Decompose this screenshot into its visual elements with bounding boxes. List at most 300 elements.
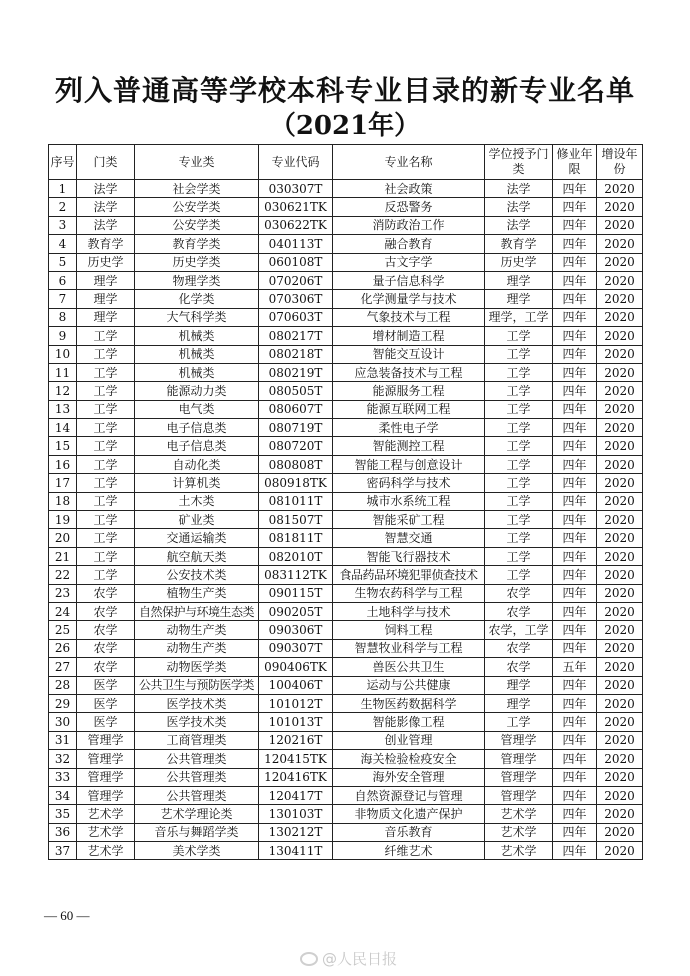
row-degree-category: 工学 bbox=[485, 363, 553, 381]
row-major-class: 医学技术类 bbox=[135, 713, 259, 731]
row-major-code: 080808T bbox=[259, 455, 333, 473]
row-major-class: 航空航天类 bbox=[135, 547, 259, 565]
row-degree-category: 工学 bbox=[485, 492, 553, 510]
row-major-class: 电气类 bbox=[135, 400, 259, 418]
row-index: 31 bbox=[49, 731, 77, 749]
row-degree-category: 农学 bbox=[485, 602, 553, 620]
row-category: 艺术学 bbox=[77, 842, 135, 860]
row-index: 3 bbox=[49, 216, 77, 234]
row-category: 医学 bbox=[77, 694, 135, 712]
row-degree-category: 法学 bbox=[485, 198, 553, 216]
row-degree-category: 工学 bbox=[485, 547, 553, 565]
header-major-class: 专业类 bbox=[135, 145, 259, 180]
row-degree-category: 艺术学 bbox=[485, 805, 553, 823]
row-major-class: 医学技术类 bbox=[135, 694, 259, 712]
row-major-class: 教育学类 bbox=[135, 235, 259, 253]
row-index: 24 bbox=[49, 602, 77, 620]
row-major-code: 130411T bbox=[259, 842, 333, 860]
row-degree-category: 农学 bbox=[485, 584, 553, 602]
row-added-year: 2020 bbox=[597, 216, 643, 234]
row-added-year: 2020 bbox=[597, 382, 643, 400]
row-category: 管理学 bbox=[77, 750, 135, 768]
row-study-years: 四年 bbox=[553, 437, 597, 455]
row-added-year: 2020 bbox=[597, 235, 643, 253]
row-study-years: 四年 bbox=[553, 345, 597, 363]
row-added-year: 2020 bbox=[597, 621, 643, 639]
row-category: 法学 bbox=[77, 216, 135, 234]
row-added-year: 2020 bbox=[597, 639, 643, 657]
row-major-code: 060108T bbox=[259, 253, 333, 271]
row-study-years: 四年 bbox=[553, 253, 597, 271]
row-major-name: 纤维艺术 bbox=[333, 842, 485, 860]
row-category: 理学 bbox=[77, 290, 135, 308]
row-degree-category: 管理学 bbox=[485, 750, 553, 768]
row-added-year: 2020 bbox=[597, 823, 643, 841]
header-degree-category: 学位授予门类 bbox=[485, 145, 553, 180]
row-major-code: 082010T bbox=[259, 547, 333, 565]
table-row bbox=[49, 290, 643, 308]
row-major-name: 食品药品环境犯罪侦查技术 bbox=[333, 566, 485, 584]
row-major-name: 智能采矿工程 bbox=[333, 511, 485, 529]
row-major-class: 工商管理类 bbox=[135, 731, 259, 749]
row-added-year: 2020 bbox=[597, 750, 643, 768]
row-added-year: 2020 bbox=[597, 566, 643, 584]
row-added-year: 2020 bbox=[597, 676, 643, 694]
row-major-name: 应急装备技术与工程 bbox=[333, 363, 485, 381]
row-major-name: 古文字学 bbox=[333, 253, 485, 271]
table-row bbox=[49, 216, 643, 234]
row-study-years: 四年 bbox=[553, 713, 597, 731]
row-category: 工学 bbox=[77, 455, 135, 473]
row-major-name: 量子信息科学 bbox=[333, 271, 485, 289]
row-category: 工学 bbox=[77, 474, 135, 492]
row-major-code: 081507T bbox=[259, 511, 333, 529]
row-added-year: 2020 bbox=[597, 731, 643, 749]
row-major-code: 081011T bbox=[259, 492, 333, 510]
row-category: 农学 bbox=[77, 602, 135, 620]
row-major-name: 智慧交通 bbox=[333, 529, 485, 547]
row-major-class: 植物生产类 bbox=[135, 584, 259, 602]
row-major-code: 101012T bbox=[259, 694, 333, 712]
row-added-year: 2020 bbox=[597, 658, 643, 676]
row-major-class: 音乐与舞蹈学类 bbox=[135, 823, 259, 841]
page-subtitle: （2021年） bbox=[269, 111, 421, 141]
row-category: 法学 bbox=[77, 180, 135, 198]
row-study-years: 四年 bbox=[553, 676, 597, 694]
row-study-years: 四年 bbox=[553, 731, 597, 749]
row-index: 12 bbox=[49, 382, 77, 400]
row-major-class: 矿业类 bbox=[135, 511, 259, 529]
row-major-name: 能源互联网工程 bbox=[333, 400, 485, 418]
row-index: 32 bbox=[49, 750, 77, 768]
row-index: 20 bbox=[49, 529, 77, 547]
row-added-year: 2020 bbox=[597, 308, 643, 326]
row-category: 工学 bbox=[77, 419, 135, 437]
row-category: 工学 bbox=[77, 363, 135, 381]
row-major-code: 120416TK bbox=[259, 768, 333, 786]
row-major-name: 城市水系统工程 bbox=[333, 492, 485, 510]
row-degree-category: 工学 bbox=[485, 474, 553, 492]
row-category: 教育学 bbox=[77, 235, 135, 253]
row-degree-category: 管理学 bbox=[485, 768, 553, 786]
row-degree-category: 农学 bbox=[485, 658, 553, 676]
row-degree-category: 法学 bbox=[485, 216, 553, 234]
table-row bbox=[49, 253, 643, 271]
row-degree-category: 农学 bbox=[485, 639, 553, 657]
row-major-class: 机械类 bbox=[135, 345, 259, 363]
row-major-code: 130103T bbox=[259, 805, 333, 823]
row-major-code: 070206T bbox=[259, 271, 333, 289]
header-major-code: 专业代码 bbox=[259, 145, 333, 180]
row-major-name: 消防政治工作 bbox=[333, 216, 485, 234]
row-major-class: 历史学类 bbox=[135, 253, 259, 271]
row-index: 26 bbox=[49, 639, 77, 657]
row-major-code: 130212T bbox=[259, 823, 333, 841]
row-study-years: 四年 bbox=[553, 271, 597, 289]
row-index: 10 bbox=[49, 345, 77, 363]
row-added-year: 2020 bbox=[597, 602, 643, 620]
row-major-name: 柔性电子学 bbox=[333, 419, 485, 437]
row-study-years: 四年 bbox=[553, 750, 597, 768]
table-row bbox=[49, 511, 643, 529]
row-major-code: 040113T bbox=[259, 235, 333, 253]
row-major-name: 智慧牧业科学与工程 bbox=[333, 639, 485, 657]
header-category: 门类 bbox=[77, 145, 135, 180]
row-major-class: 机械类 bbox=[135, 327, 259, 345]
row-study-years: 四年 bbox=[553, 290, 597, 308]
row-major-name: 创业管理 bbox=[333, 731, 485, 749]
row-major-class: 动物生产类 bbox=[135, 621, 259, 639]
row-category: 工学 bbox=[77, 566, 135, 584]
row-major-name: 智能交互设计 bbox=[333, 345, 485, 363]
row-degree-category: 理学 bbox=[485, 676, 553, 694]
row-degree-category: 理学 bbox=[485, 694, 553, 712]
row-study-years: 四年 bbox=[553, 216, 597, 234]
row-major-name: 增材制造工程 bbox=[333, 327, 485, 345]
row-category: 工学 bbox=[77, 511, 135, 529]
row-added-year: 2020 bbox=[597, 271, 643, 289]
row-major-code: 101013T bbox=[259, 713, 333, 731]
table-row bbox=[49, 474, 643, 492]
row-study-years: 四年 bbox=[553, 474, 597, 492]
row-index: 1 bbox=[49, 180, 77, 198]
row-major-class: 公安学类 bbox=[135, 216, 259, 234]
row-category: 工学 bbox=[77, 437, 135, 455]
row-added-year: 2020 bbox=[597, 198, 643, 216]
row-category: 工学 bbox=[77, 400, 135, 418]
row-major-class: 艺术学理论类 bbox=[135, 805, 259, 823]
table-row bbox=[49, 658, 643, 676]
majors-table bbox=[48, 144, 643, 860]
row-study-years: 四年 bbox=[553, 235, 597, 253]
row-major-class: 自动化类 bbox=[135, 455, 259, 473]
row-major-code: 100406T bbox=[259, 676, 333, 694]
row-index: 2 bbox=[49, 198, 77, 216]
table-row bbox=[49, 639, 643, 657]
row-index: 29 bbox=[49, 694, 77, 712]
row-major-code: 080720T bbox=[259, 437, 333, 455]
row-degree-category: 工学 bbox=[485, 529, 553, 547]
row-major-code: 080719T bbox=[259, 419, 333, 437]
row-index: 4 bbox=[49, 235, 77, 253]
row-category: 艺术学 bbox=[77, 823, 135, 841]
row-study-years: 四年 bbox=[553, 180, 597, 198]
row-study-years: 四年 bbox=[553, 768, 597, 786]
row-major-name: 智能工程与创意设计 bbox=[333, 455, 485, 473]
row-added-year: 2020 bbox=[597, 327, 643, 345]
row-major-name: 反恐警务 bbox=[333, 198, 485, 216]
row-major-name: 生物农药科学与工程 bbox=[333, 584, 485, 602]
table-row bbox=[49, 235, 643, 253]
row-category: 农学 bbox=[77, 658, 135, 676]
table-row bbox=[49, 676, 643, 694]
row-major-name: 融合教育 bbox=[333, 235, 485, 253]
row-category: 医学 bbox=[77, 676, 135, 694]
row-degree-category: 工学 bbox=[485, 455, 553, 473]
table-row bbox=[49, 805, 643, 823]
table-row bbox=[49, 271, 643, 289]
row-major-class: 交通运输类 bbox=[135, 529, 259, 547]
row-category: 管理学 bbox=[77, 768, 135, 786]
row-major-class: 动物生产类 bbox=[135, 639, 259, 657]
row-major-name: 气象技术与工程 bbox=[333, 308, 485, 326]
row-major-code: 120216T bbox=[259, 731, 333, 749]
row-added-year: 2020 bbox=[597, 437, 643, 455]
row-study-years: 四年 bbox=[553, 455, 597, 473]
row-index: 18 bbox=[49, 492, 77, 510]
row-study-years: 四年 bbox=[553, 419, 597, 437]
table-row bbox=[49, 198, 643, 216]
row-index: 28 bbox=[49, 676, 77, 694]
row-major-code: 090205T bbox=[259, 602, 333, 620]
row-major-name: 运动与公共健康 bbox=[333, 676, 485, 694]
row-major-name: 智能测控工程 bbox=[333, 437, 485, 455]
row-study-years: 四年 bbox=[553, 198, 597, 216]
watermark-text: @人民日报 bbox=[322, 950, 398, 968]
row-degree-category: 工学 bbox=[485, 511, 553, 529]
row-study-years: 五年 bbox=[553, 658, 597, 676]
row-degree-category: 理学 bbox=[485, 290, 553, 308]
row-index: 22 bbox=[49, 566, 77, 584]
row-added-year: 2020 bbox=[597, 253, 643, 271]
table-row bbox=[49, 308, 643, 326]
row-study-years: 四年 bbox=[553, 327, 597, 345]
row-index: 16 bbox=[49, 455, 77, 473]
row-degree-category: 教育学 bbox=[485, 235, 553, 253]
row-study-years: 四年 bbox=[553, 694, 597, 712]
row-major-class: 公安技术类 bbox=[135, 566, 259, 584]
row-added-year: 2020 bbox=[597, 345, 643, 363]
row-added-year: 2020 bbox=[597, 455, 643, 473]
row-major-class: 电子信息类 bbox=[135, 419, 259, 437]
row-study-years: 四年 bbox=[553, 492, 597, 510]
row-category: 农学 bbox=[77, 639, 135, 657]
row-added-year: 2020 bbox=[597, 511, 643, 529]
row-index: 33 bbox=[49, 768, 77, 786]
row-major-code: 090115T bbox=[259, 584, 333, 602]
row-study-years: 四年 bbox=[553, 823, 597, 841]
row-degree-category: 农学，工学 bbox=[485, 621, 553, 639]
row-major-code: 081811T bbox=[259, 529, 333, 547]
row-major-code: 120415TK bbox=[259, 750, 333, 768]
row-study-years: 四年 bbox=[553, 602, 597, 620]
row-category: 艺术学 bbox=[77, 805, 135, 823]
row-study-years: 四年 bbox=[553, 584, 597, 602]
row-major-name: 饲料工程 bbox=[333, 621, 485, 639]
row-major-code: 080217T bbox=[259, 327, 333, 345]
weibo-icon bbox=[300, 952, 318, 966]
row-study-years: 四年 bbox=[553, 639, 597, 657]
row-study-years: 四年 bbox=[553, 805, 597, 823]
row-major-code: 080918TK bbox=[259, 474, 333, 492]
row-index: 21 bbox=[49, 547, 77, 565]
row-category: 理学 bbox=[77, 271, 135, 289]
row-index: 19 bbox=[49, 511, 77, 529]
row-study-years: 四年 bbox=[553, 621, 597, 639]
table-row bbox=[49, 621, 643, 639]
row-category: 法学 bbox=[77, 198, 135, 216]
row-degree-category: 艺术学 bbox=[485, 823, 553, 841]
row-major-name: 兽医公共卫生 bbox=[333, 658, 485, 676]
page-title: 列入普通高等学校本科专业目录的新专业名单 bbox=[54, 74, 635, 107]
page-number: — 60 — bbox=[44, 908, 90, 923]
row-study-years: 四年 bbox=[553, 363, 597, 381]
table-row bbox=[49, 547, 643, 565]
row-category: 工学 bbox=[77, 529, 135, 547]
table-row bbox=[49, 602, 643, 620]
row-category: 农学 bbox=[77, 621, 135, 639]
row-category: 医学 bbox=[77, 713, 135, 731]
row-major-class: 动物医学类 bbox=[135, 658, 259, 676]
row-index: 30 bbox=[49, 713, 77, 731]
row-index: 35 bbox=[49, 805, 77, 823]
row-major-name: 音乐教育 bbox=[333, 823, 485, 841]
table-row bbox=[49, 731, 643, 749]
row-added-year: 2020 bbox=[597, 492, 643, 510]
table-header-row bbox=[49, 145, 643, 180]
row-index: 11 bbox=[49, 363, 77, 381]
row-study-years: 四年 bbox=[553, 842, 597, 860]
row-major-name: 能源服务工程 bbox=[333, 382, 485, 400]
row-major-class: 电子信息类 bbox=[135, 437, 259, 455]
row-added-year: 2020 bbox=[597, 180, 643, 198]
row-major-name: 非物质文化遗产保护 bbox=[333, 805, 485, 823]
row-study-years: 四年 bbox=[553, 511, 597, 529]
row-added-year: 2020 bbox=[597, 419, 643, 437]
row-study-years: 四年 bbox=[553, 566, 597, 584]
row-added-year: 2020 bbox=[597, 842, 643, 860]
table-body bbox=[49, 180, 643, 860]
row-added-year: 2020 bbox=[597, 529, 643, 547]
row-major-name: 密码科学与技术 bbox=[333, 474, 485, 492]
row-study-years: 四年 bbox=[553, 382, 597, 400]
row-degree-category: 法学 bbox=[485, 180, 553, 198]
row-major-code: 090306T bbox=[259, 621, 333, 639]
header-added-year: 增设年份 bbox=[597, 145, 643, 180]
table-row bbox=[49, 694, 643, 712]
row-study-years: 四年 bbox=[553, 547, 597, 565]
row-category: 理学 bbox=[77, 308, 135, 326]
table-row bbox=[49, 786, 643, 804]
row-index: 25 bbox=[49, 621, 77, 639]
table-row bbox=[49, 750, 643, 768]
row-study-years: 四年 bbox=[553, 308, 597, 326]
row-major-class: 公共管理类 bbox=[135, 786, 259, 804]
row-index: 7 bbox=[49, 290, 77, 308]
row-major-class: 计算机类 bbox=[135, 474, 259, 492]
table-row bbox=[49, 713, 643, 731]
row-major-class: 美术学类 bbox=[135, 842, 259, 860]
table-row bbox=[49, 327, 643, 345]
row-degree-category: 管理学 bbox=[485, 786, 553, 804]
table-row bbox=[49, 419, 643, 437]
table-row bbox=[49, 823, 643, 841]
header-index: 序号 bbox=[49, 145, 77, 180]
row-major-class: 土木类 bbox=[135, 492, 259, 510]
row-added-year: 2020 bbox=[597, 768, 643, 786]
row-study-years: 四年 bbox=[553, 400, 597, 418]
row-index: 5 bbox=[49, 253, 77, 271]
row-index: 34 bbox=[49, 786, 77, 804]
row-major-code: 080505T bbox=[259, 382, 333, 400]
row-index: 15 bbox=[49, 437, 77, 455]
table-row bbox=[49, 382, 643, 400]
row-major-class: 物理学类 bbox=[135, 271, 259, 289]
row-major-name: 土地科学与技术 bbox=[333, 602, 485, 620]
row-degree-category: 历史学 bbox=[485, 253, 553, 271]
header-study-years: 修业年限 bbox=[553, 145, 597, 180]
row-added-year: 2020 bbox=[597, 400, 643, 418]
row-major-name: 海关检验检疫安全 bbox=[333, 750, 485, 768]
row-major-code: 120417T bbox=[259, 786, 333, 804]
row-index: 27 bbox=[49, 658, 77, 676]
row-major-name: 智能影像工程 bbox=[333, 713, 485, 731]
row-index: 37 bbox=[49, 842, 77, 860]
table-row bbox=[49, 492, 643, 510]
row-major-code: 090307T bbox=[259, 639, 333, 657]
row-major-class: 公共管理类 bbox=[135, 768, 259, 786]
row-category: 工学 bbox=[77, 547, 135, 565]
row-major-code: 030307T bbox=[259, 180, 333, 198]
row-added-year: 2020 bbox=[597, 363, 643, 381]
table-row bbox=[49, 768, 643, 786]
row-major-class: 公安学类 bbox=[135, 198, 259, 216]
row-major-class: 机械类 bbox=[135, 363, 259, 381]
table-row bbox=[49, 345, 643, 363]
row-category: 工学 bbox=[77, 382, 135, 400]
watermark bbox=[300, 948, 397, 969]
row-major-class: 大气科学类 bbox=[135, 308, 259, 326]
row-major-code: 030622TK bbox=[259, 216, 333, 234]
row-added-year: 2020 bbox=[597, 713, 643, 731]
table-row bbox=[49, 437, 643, 455]
table-row bbox=[49, 566, 643, 584]
row-index: 13 bbox=[49, 400, 77, 418]
row-major-class: 公共管理类 bbox=[135, 750, 259, 768]
row-major-code: 070306T bbox=[259, 290, 333, 308]
row-index: 9 bbox=[49, 327, 77, 345]
row-major-code: 080218T bbox=[259, 345, 333, 363]
row-degree-category: 艺术学 bbox=[485, 842, 553, 860]
row-major-class: 化学类 bbox=[135, 290, 259, 308]
row-major-name: 社会政策 bbox=[333, 180, 485, 198]
row-index: 8 bbox=[49, 308, 77, 326]
row-index: 36 bbox=[49, 823, 77, 841]
row-added-year: 2020 bbox=[597, 474, 643, 492]
row-major-code: 070603T bbox=[259, 308, 333, 326]
row-major-code: 080219T bbox=[259, 363, 333, 381]
row-category: 工学 bbox=[77, 345, 135, 363]
